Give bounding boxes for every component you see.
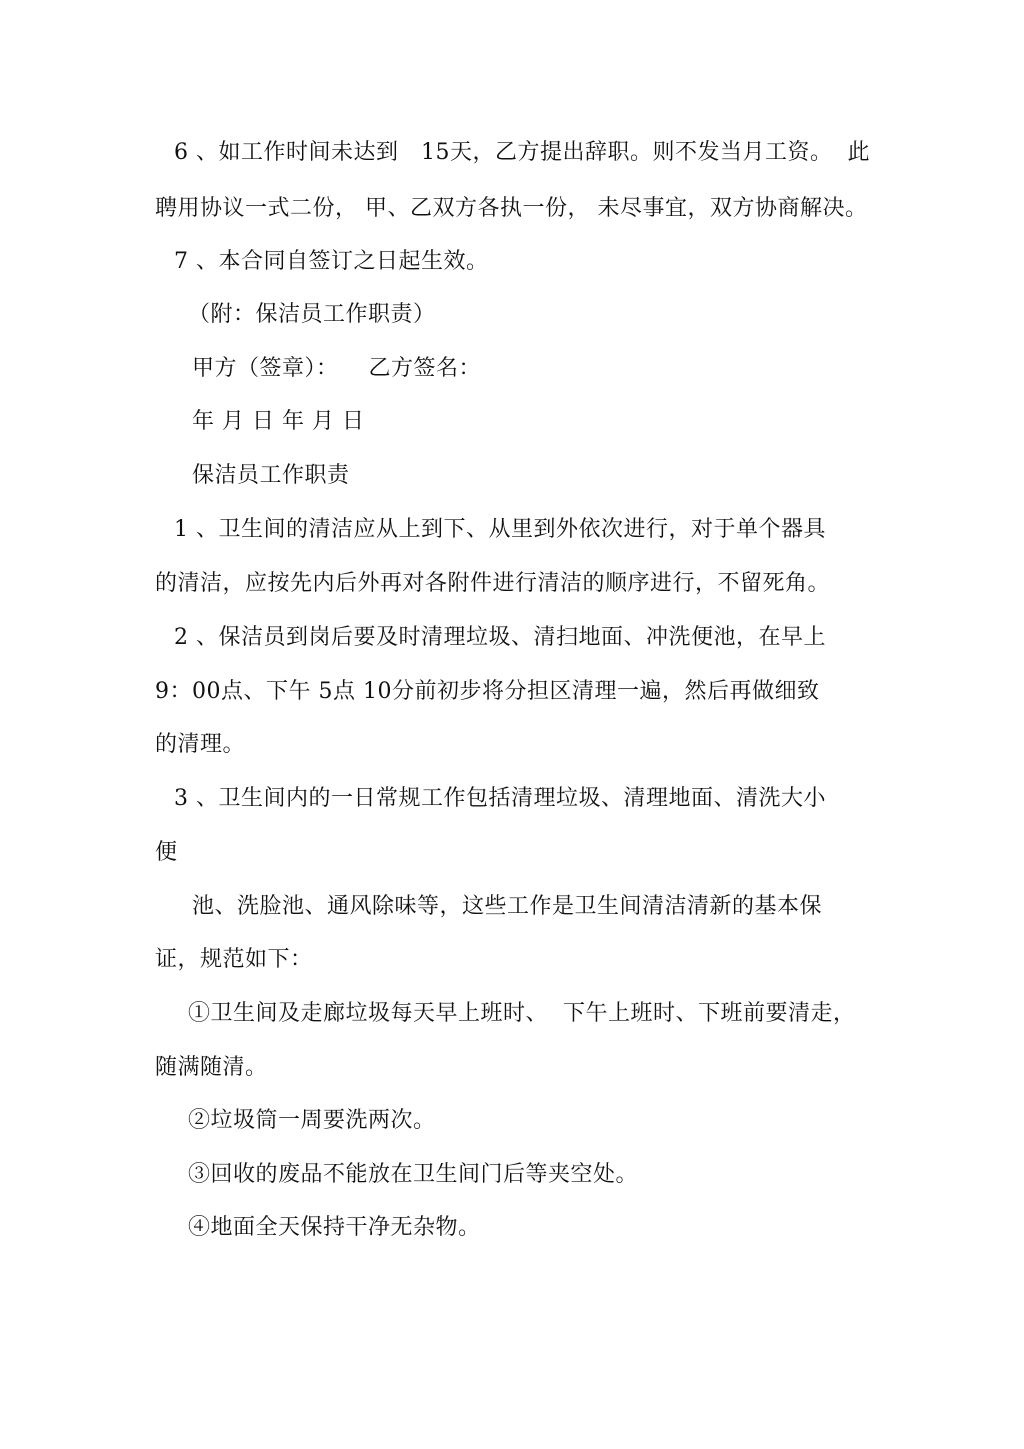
text-line: 3 、卫生间内的一日常规工作包括清理垃圾、清理地面、清洗大小 xyxy=(174,786,826,811)
text-line: 2 、保洁员到岗后要及时清理垃圾、清扫地面、冲洗便池，在早上 xyxy=(174,625,826,650)
signature-label-line: 甲方（签章）： 乙方签名： xyxy=(192,356,481,381)
text-line: 7 、本合同自签订之日起生效。 xyxy=(174,249,489,274)
text-line: 9：00点、下午 5点 10分前初步将分担区清理一遍，然后再做细致 xyxy=(155,679,820,704)
date-line: 年 月 日 年 月 日 xyxy=(192,409,365,434)
list-item: ①卫生间及走廊垃圾每天早上班时、 下午上班时、下班前要清走， xyxy=(188,1001,856,1026)
text-line: 便 xyxy=(155,840,178,865)
list-item: ③回收的废品不能放在卫生间门后等夹空处。 xyxy=(188,1162,639,1187)
list-item: ②垃圾筒一周要洗两次。 xyxy=(188,1108,436,1133)
text-line: 1 、卫生间的清洁应从上到下、从里到外依次进行，对于单个器具 xyxy=(174,517,826,542)
text-line: 证，规范如下： xyxy=(155,947,313,972)
text-line: （附：保洁员工作职责） xyxy=(188,302,436,327)
text-line: 池、洗脸池、通风除味等，这些工作是卫生间清洁清新的基本保 xyxy=(192,894,823,919)
section-heading: 保洁员工作职责 xyxy=(192,463,350,488)
text-line: 的清洁，应按先内后外再对各附件进行清洁的顺序进行，不留死角。 xyxy=(155,571,831,596)
text-line: 6 、如工作时间未达到 15天，乙方提出辞职。则不发当月工资。 此 xyxy=(174,140,870,165)
list-item: ④地面全天保持干净无杂物。 xyxy=(188,1215,481,1240)
text-line: 的清理。 xyxy=(155,732,246,757)
text-line: 聘用协议一式二份， 甲、乙双方各执一份， 未尽事宜，双方协商解决。 xyxy=(155,196,868,221)
text-line: 随满随清。 xyxy=(155,1055,268,1080)
